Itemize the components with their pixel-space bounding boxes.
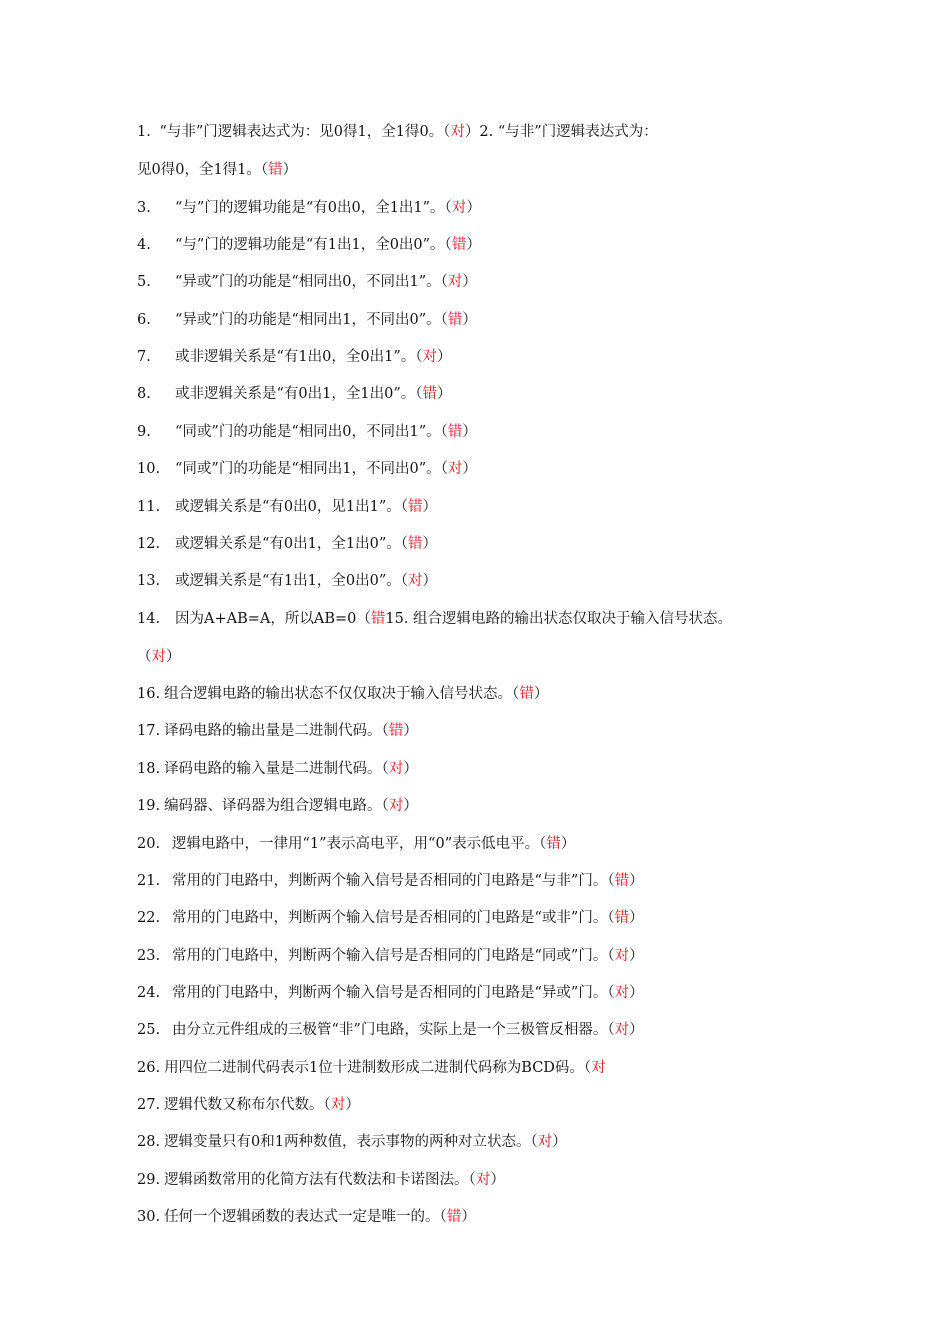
question-text-tail: ）	[166, 649, 181, 665]
answer-mark: 对	[614, 985, 630, 1001]
question-text: 常用的门电路中，判断两个输入信号是否相同的门电路是“与非”门。（	[172, 873, 615, 889]
question-text-tail: ）	[282, 162, 298, 178]
question-text-tail: ）	[422, 536, 437, 552]
question-line	[137, 1132, 567, 1152]
question-number: 6.	[137, 312, 151, 328]
question-text-tail: ）	[403, 761, 418, 777]
question-text-tail: ）	[629, 873, 644, 889]
question-line	[137, 497, 437, 517]
question-text: 任何一个逻辑函数的表达式一定是唯一的。（	[164, 1209, 447, 1225]
question-line	[137, 534, 437, 554]
question-text-tail: ）	[462, 312, 477, 328]
question-text: 逻辑代数又称布尔代数。（	[164, 1097, 331, 1113]
answer-mark: 错	[422, 386, 437, 402]
question-line	[137, 684, 548, 704]
question-number: 13.	[137, 573, 161, 589]
answer-mark: 错	[388, 723, 404, 739]
question-line	[137, 834, 575, 854]
question-text: 常用的门电路中，判断两个输入信号是否相同的门电路是“异或”门。（	[172, 985, 615, 1001]
question-text: 或逻辑关系是“有0出0，见1出1”。（	[175, 499, 408, 515]
question-number: 1.	[137, 124, 151, 140]
answer-mark: 错	[370, 611, 386, 627]
question-text-tail: ）	[422, 499, 437, 515]
question-text-tail: ）	[422, 573, 437, 589]
question-line	[137, 1095, 360, 1115]
question-line	[137, 721, 418, 741]
question-line	[137, 871, 644, 891]
question-text-tail: ）	[436, 349, 452, 365]
question-line	[137, 647, 181, 667]
question-text: 由分立元件组成的三极管“非”门电路，实际上是一个三极管反相器。（	[172, 1022, 615, 1038]
question-text: 常用的门电路中，判断两个输入信号是否相同的门电路是“同或”门。（	[172, 948, 615, 964]
answer-mark: 错	[614, 873, 630, 889]
answer-mark: 对	[591, 1060, 606, 1076]
question-line	[137, 609, 732, 629]
question-number: 27.	[137, 1097, 161, 1113]
question-text: “异或”门的功能是“相同出1，不同出0”。（	[175, 312, 448, 328]
answer-mark: 对	[388, 798, 404, 814]
question-number: 21.	[137, 873, 161, 889]
answer-mark: 错	[446, 1209, 462, 1225]
question-text-tail: ）	[462, 461, 477, 477]
question-number: 9.	[137, 424, 151, 440]
question-text: 或逻辑关系是“有1出1，全0出0”。（	[175, 573, 408, 589]
answer-mark: 错	[447, 312, 463, 328]
question-text: 用四位二进制代码表示1位十进制数形成二进制代码称为BCD码。（	[164, 1060, 592, 1076]
question-text-tail: ）	[490, 1172, 505, 1188]
question-text-tail: ）	[629, 910, 644, 926]
question-number: 5.	[137, 274, 151, 290]
question-number: 7.	[137, 349, 151, 365]
question-text-tail: ）2. “与非”门逻辑表达式为：	[464, 124, 658, 140]
question-text-tail: ）	[629, 1022, 644, 1038]
question-text-tail: ）	[462, 424, 477, 440]
question-line	[137, 1058, 606, 1078]
answer-mark: 错	[519, 686, 534, 702]
question-text-tail: ）	[403, 798, 418, 814]
question-number: 25.	[137, 1022, 161, 1038]
question-number: 28.	[137, 1134, 161, 1150]
question-text-tail: ）	[462, 274, 477, 290]
question-text-tail: ）	[552, 1134, 567, 1150]
question-number: 23.	[137, 948, 161, 964]
question-text-tail: ）	[436, 386, 452, 402]
question-number: 18.	[137, 761, 161, 777]
question-text-tail: ）	[560, 836, 576, 852]
question-line	[137, 310, 477, 330]
answer-mark: 对	[447, 274, 463, 290]
question-line	[137, 272, 477, 292]
question-text: 常用的门电路中，判断两个输入信号是否相同的门电路是“或非”门。（	[172, 910, 615, 926]
question-text: 逻辑函数常用的化简方法有代数法和卡诺图法。（	[164, 1172, 476, 1188]
question-line	[137, 908, 644, 928]
answer-mark: 对	[407, 573, 423, 589]
question-line	[137, 235, 481, 255]
question-number: 24.	[137, 985, 161, 1001]
question-number: 8.	[137, 386, 151, 402]
question-text-tail: ）	[466, 200, 481, 216]
question-line	[137, 571, 437, 591]
question-text: 逻辑变量只有0和1两种数值，表示事物的两种对立状态。（	[164, 1134, 538, 1150]
question-text: “异或”门的功能是“相同出0，不同出1”。（	[175, 274, 448, 290]
question-line	[137, 160, 297, 180]
question-line	[137, 347, 451, 367]
question-line	[137, 1170, 505, 1190]
answer-mark: 对	[537, 1134, 553, 1150]
question-number: 17.	[137, 723, 161, 739]
question-number: 29.	[137, 1172, 161, 1188]
answer-mark: 对	[447, 461, 463, 477]
answer-mark: 对	[388, 761, 404, 777]
answer-mark: 错	[268, 162, 283, 178]
answer-mark: 错	[614, 910, 630, 926]
answer-mark: 对	[475, 1172, 491, 1188]
question-line	[137, 198, 481, 218]
answer-mark: 错	[407, 536, 423, 552]
answer-mark: 对	[422, 349, 437, 365]
question-line	[137, 384, 451, 404]
question-text-tail: ）	[629, 948, 644, 964]
question-line	[137, 946, 644, 966]
question-text-tail: ）	[461, 1209, 476, 1225]
question-text: 因为A+AB=A，所以AB=0（	[175, 611, 371, 627]
question-text: 逻辑电路中，一律用“1”表示高电平，用“0”表示低电平。（	[172, 836, 547, 852]
question-text: 编码器、译码器为组合逻辑电路。（	[164, 798, 389, 814]
question-text: “同或”门的功能是“相同出0，不同出1”。（	[175, 424, 448, 440]
question-text: “与非”门逻辑表达式为：见0得1，全1得0。（	[154, 124, 451, 140]
question-number: 3.	[137, 200, 151, 216]
question-number: 22.	[137, 910, 161, 926]
question-number: 14.	[137, 611, 161, 627]
question-line	[137, 459, 477, 479]
question-number: 16.	[137, 686, 161, 702]
question-line	[137, 983, 644, 1003]
question-number: 12.	[137, 536, 161, 552]
question-text: 或非逻辑关系是“有1出0，全0出1”。（	[175, 349, 423, 365]
answer-mark: 错	[447, 424, 463, 440]
answer-mark: 错	[407, 499, 423, 515]
answer-mark: 对	[614, 948, 630, 964]
question-number: 30.	[137, 1209, 161, 1225]
question-line	[137, 122, 658, 142]
question-text-tail: ）	[533, 686, 549, 702]
question-text-tail: ）	[629, 985, 644, 1001]
question-text-tail: ）	[403, 723, 418, 739]
question-text-tail: 15. 组合逻辑电路的输出状态仅取决于输入信号状态。	[385, 611, 733, 627]
answer-mark: 对	[450, 124, 465, 140]
question-number: 26.	[137, 1060, 161, 1076]
question-text: 或非逻辑关系是“有0出1，全1出0”。（	[175, 386, 423, 402]
question-number: 20.	[137, 836, 161, 852]
question-text-tail: ）	[345, 1097, 360, 1113]
question-text: “与”门的逻辑功能是“有1出1，全0出0”。（	[175, 237, 452, 253]
question-text: 见0得0，全1得1。（	[137, 162, 269, 178]
question-text: 或逻辑关系是“有0出1，全1出0”。（	[175, 536, 408, 552]
question-line	[137, 422, 477, 442]
answer-mark: 对	[614, 1022, 630, 1038]
question-text: 译码电路的输入量是二进制代码。（	[164, 761, 389, 777]
question-number: 10.	[137, 461, 161, 477]
question-line	[137, 759, 418, 779]
question-text: 译码电路的输出量是二进制代码。（	[164, 723, 389, 739]
question-number: 11.	[137, 499, 161, 515]
answer-mark: 对	[151, 649, 166, 665]
question-line	[137, 796, 418, 816]
question-text: “同或”门的功能是“相同出1，不同出0”。（	[175, 461, 448, 477]
answer-mark: 错	[546, 836, 561, 852]
answer-mark: 错	[451, 237, 467, 253]
answer-mark: 对	[451, 200, 467, 216]
question-number: 19.	[137, 798, 161, 814]
answer-mark: 对	[330, 1097, 346, 1113]
question-text: （	[137, 649, 152, 665]
question-line	[137, 1207, 476, 1227]
question-line	[137, 1020, 644, 1040]
question-text: 组合逻辑电路的输出状态不仅仅取决于输入信号状态。（	[164, 686, 520, 702]
question-text-tail: ）	[466, 237, 481, 253]
question-text: “与”门的逻辑功能是“有0出0，全1出1”。（	[175, 200, 452, 216]
question-number: 4.	[137, 237, 151, 253]
